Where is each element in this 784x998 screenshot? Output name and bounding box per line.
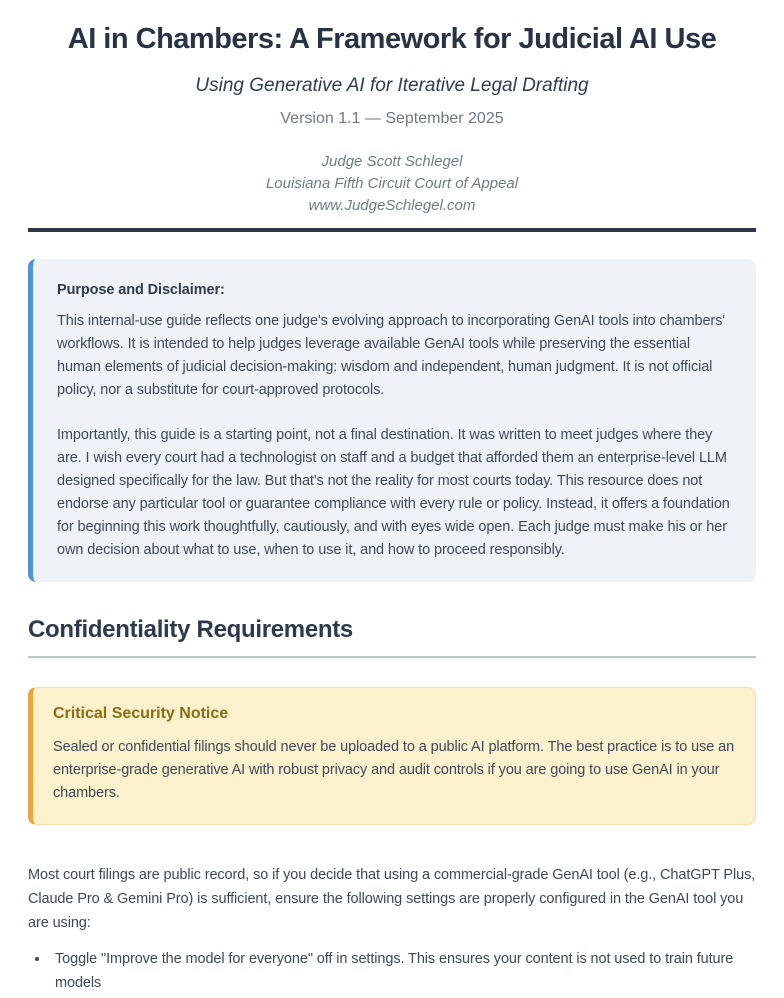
page-title: AI in Chambers: A Framework for Judicial AI Use	[67, 23, 717, 55]
security-notice-callout	[28, 687, 756, 825]
version-line: Version 1.1 — September 2025	[280, 110, 504, 127]
section-heading-confidentiality: Confidentiality Requirements	[28, 617, 756, 658]
author-name: Judge Scott Schlegel	[321, 153, 463, 170]
author-website: www.JudgeSchlegel.com	[308, 196, 476, 214]
author-block	[28, 151, 756, 216]
settings-list	[28, 947, 756, 995]
disclaimer-paragraph-2: Importantly, this guide is a starting point, not a final destination. It was written to meet judges where they are. I wish every court had a technologist on staff and a budget that afforded them an enterprise-level LLM designed specifically for the law. But that's not the reality for most courts today. This resource does not endorse any particular tool or guarantee compliance with every rule or policy. Instead, it offers a foundation for beginning this work thoughtfully, cautiously, and with eyes wide open. Each judge must make his or her own decision about what to use, when to use it, and how to proceed responsibly.	[57, 427, 730, 559]
disclaimer-callout	[28, 259, 756, 582]
document-subtitle: Using Generative AI for Iterative Legal Drafting	[195, 75, 589, 96]
document-header	[28, 25, 756, 216]
security-notice-heading: Critical Security Notice	[53, 705, 229, 723]
disclaimer-heading: Purpose and Disclaimer:	[57, 282, 225, 299]
author-court: Louisiana Fifth Circuit Court of Appeal	[265, 174, 519, 192]
security-notice-body: Sealed or confidential filings should never be uploaded to a public AI platform. The best practice is to use an enterprise-grade generative AI with robust privacy and audit controls if you are going to use GenAI in your chambers.	[53, 739, 735, 802]
disclaimer-paragraph-1: This internal-use guide reflects one judge's evolving approach to incorporating GenAI tools into chambers' workflows. It is intended to help judges leverage available GenAI tools while preserving the essential human elements of judicial decision-making: wisdom and independent, human judgment. It is not official policy, nor a substitute for court-approved protocols.	[57, 313, 725, 399]
settings-intro-paragraph: Most court filings are public record, so if you decide that using a commercial-grade GenAI tool (e.g., ChatGPT Plus, Claude Pro & Gemini Pro) is sufficient, ensure the following settings are properly configured in the GenAI tool you are using:	[28, 867, 756, 932]
list-item-improve-model-toggle: • Toggle "Improve the model for everyone" off in settings. This ensures your content is not used to train future models	[50, 947, 756, 995]
header-divider	[28, 228, 756, 232]
